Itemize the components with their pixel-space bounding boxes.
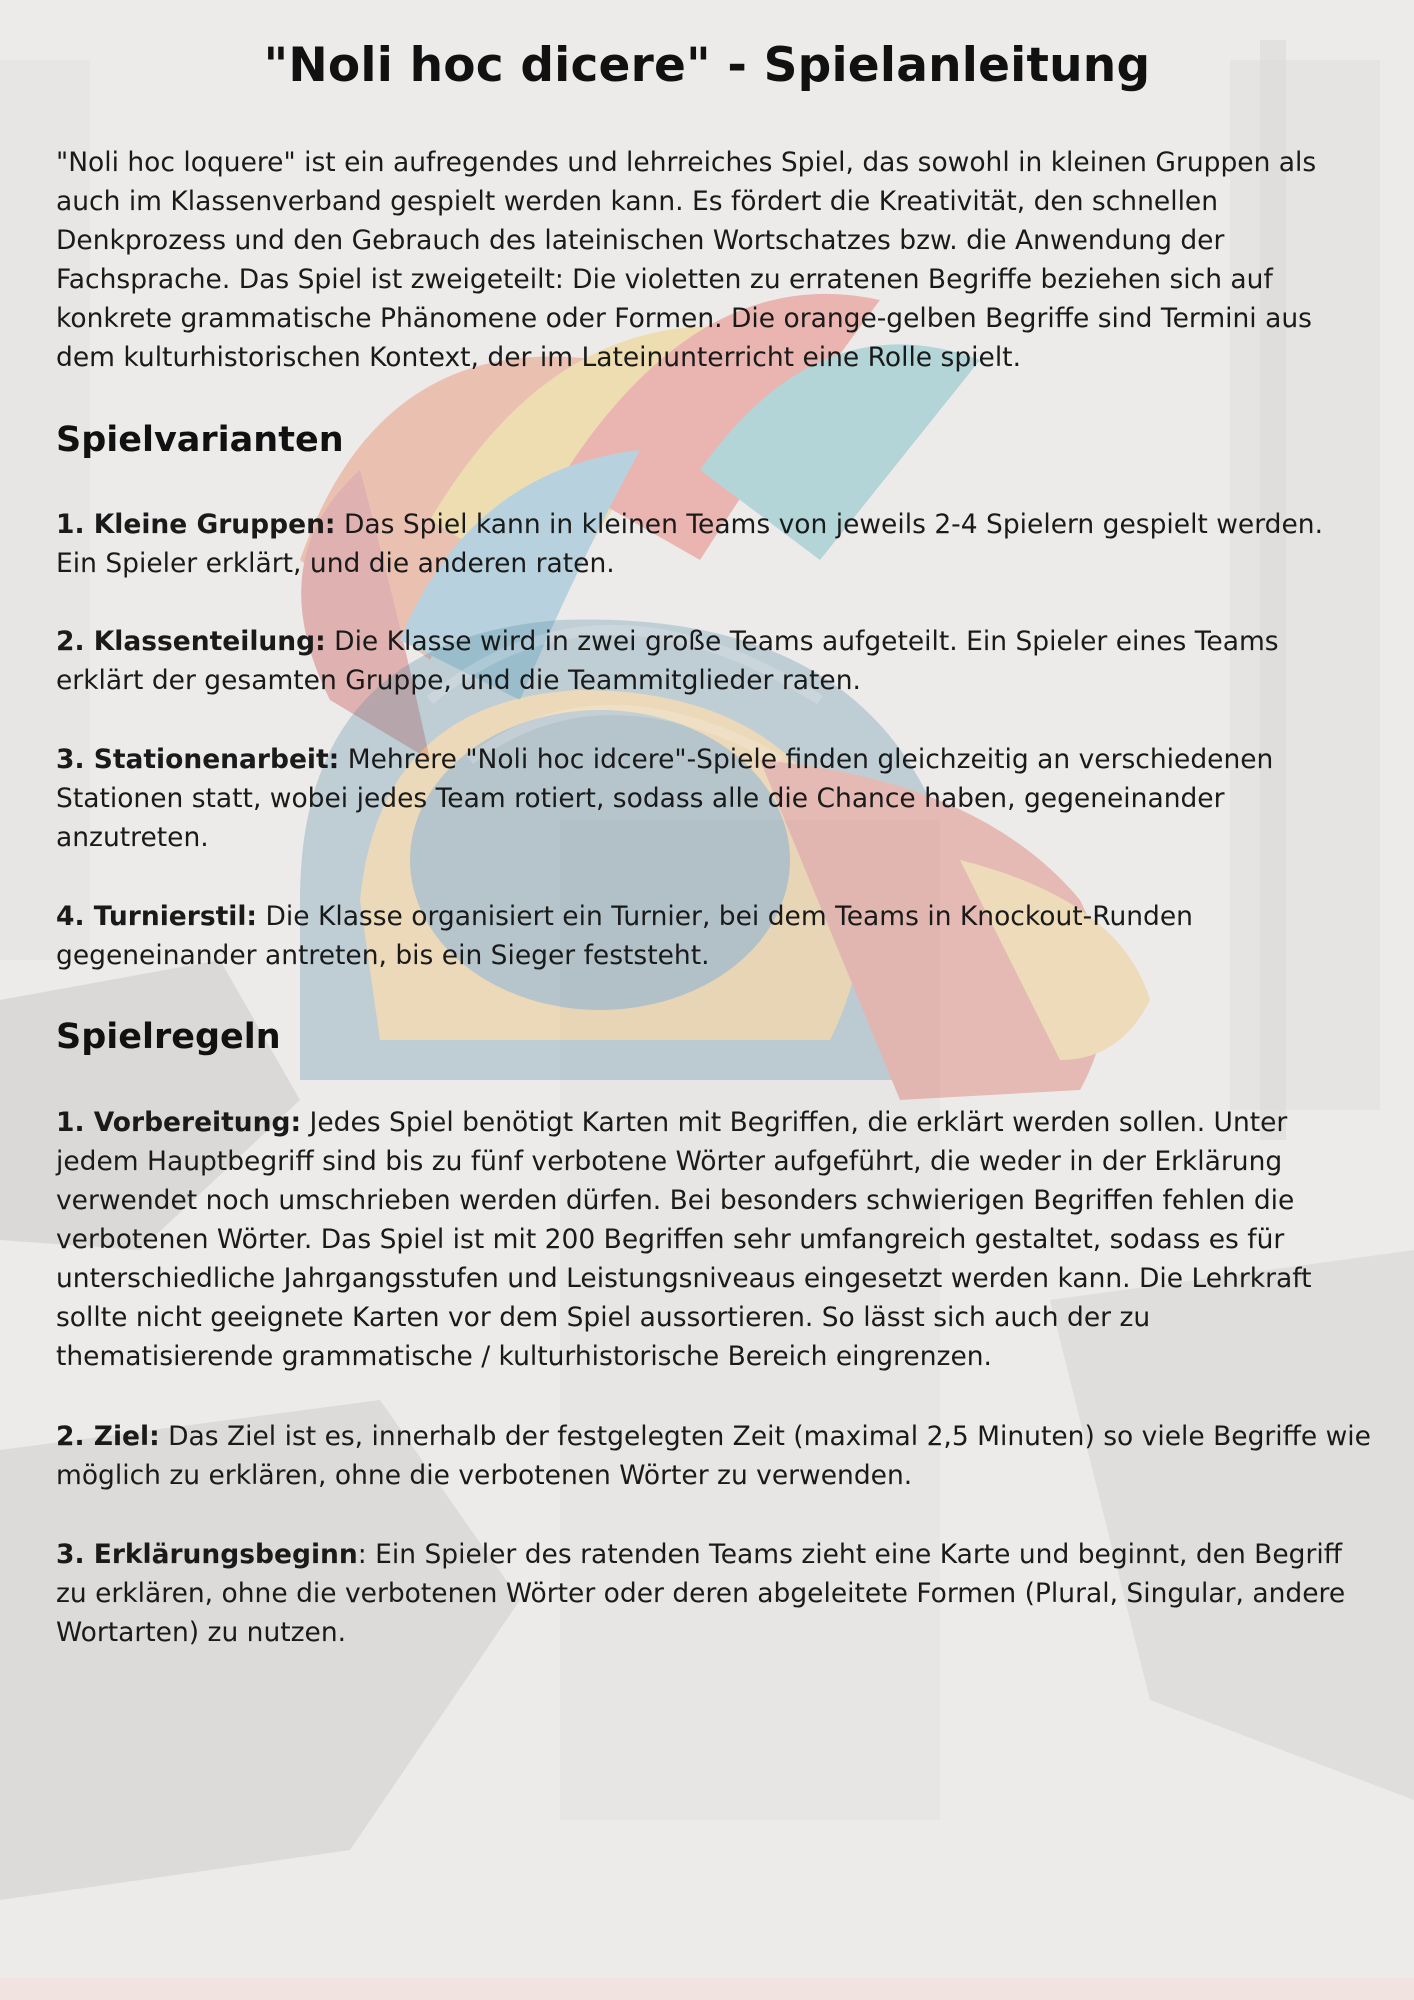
- rule-label: 3. Erklärungsbeginn: [56, 1539, 358, 1570]
- variant-item: [56, 505, 1372, 583]
- rule-item: [56, 1535, 1372, 1652]
- rule-text: Jedes Spiel benötigt Karten mit Begriffen, die erklärt werden sollen. Unter jedem Hauptbegriff sind bis zu fünf verbotene Wörter aufgeführt, die weder in der Erklärung verwendet noch umschrieben werden dürfen. Bei besonders schwierigen Begriffen fehlen die verbotenen Wörter. Das Spiel ist mit 200 Begriffen sehr umfangreich gestaltet, sodass es für unterschiedliche Jahrgangsstufen und Leistungsniveaus eingesetzt werden kann. Die Lehrkraft sollte nicht geeignete Karten vor dem Spiel aussortieren. So lässt sich auch der zu thematisierende grammatische / kulturhistorische Bereich eingrenzen.: [56, 1107, 1312, 1372]
- variant-label: 1. Kleine Gruppen:: [56, 509, 336, 540]
- variant-label: 2. Klassenteilung:: [56, 626, 326, 657]
- variant-label: 4. Turnierstil:: [56, 901, 258, 932]
- variant-item: [56, 622, 1372, 700]
- variant-item: [56, 897, 1372, 975]
- variant-text: Mehrere "Noli hoc idcere"-Spiele finden gleichzeitig an verschiedenen Stationen statt, wobei jedes Team rotiert, sodass alle die Chance haben, gegeneinander anzutreten.: [56, 744, 1274, 853]
- page-title: "Noli hoc dicere" - Spielanleitung: [263, 38, 1151, 93]
- rule-text: Das Ziel ist es, innerhalb der festgelegten Zeit (maximal 2,5 Minuten) so viele Begriffe wie möglich zu erklären, ohne die verbotenen Wörter zu verwenden.: [56, 1421, 1371, 1491]
- rule-label: 1. Vorbereitung:: [56, 1107, 302, 1138]
- intro-paragraph: "Noli hoc loquere" ist ein aufregendes und lehrreiches Spiel, das sowohl in kleinen Gruppen als auch im Klassenverband gespielt werden kann. Es fördert die Kreativität, den schnellen Denkprozess und den Gebrauch des lateinischen Wortschatzes bzw. die Anwendung der Fachsprache. Das Spiel ist zweigeteilt: Die violetten zu erratenen Begriffe beziehen sich auf konkrete grammatische Phänomene oder Formen. Die orange-gelben Begriffe sind Termini aus dem kulturhistorischen Kontext, der im Lateinunterricht eine Rolle spielt.: [56, 147, 1317, 373]
- footer-strip: [0, 1978, 1414, 2000]
- variant-item: [56, 740, 1372, 857]
- rule-text: : Ein Spieler des ratenden Teams zieht eine Karte und beginnt, den Begriff zu erklären, ohne die verbotenen Wörter oder deren abgeleitete Formen (Plural, Singular, andere Wortarten) zu nutzen.: [56, 1539, 1346, 1648]
- section-heading-rules: Spielregeln: [56, 1017, 281, 1057]
- variant-text: Die Klasse organisiert ein Turnier, bei dem Teams in Knockout-Runden gegeneinander antreten, bis ein Sieger feststeht.: [56, 901, 1193, 971]
- rule-label: 2. Ziel:: [56, 1421, 160, 1452]
- variant-text: Die Klasse wird in zwei große Teams aufgeteilt. Ein Spieler eines Teams erklärt der gesamten Gruppe, und die Teammitglieder raten.: [56, 626, 1279, 696]
- variant-text: Das Spiel kann in kleinen Teams von jeweils 2-4 Spielern gespielt werden. Ein Spieler erklärt, und die anderen raten.: [56, 509, 1323, 579]
- rule-item: [56, 1417, 1372, 1495]
- rule-item: [56, 1103, 1372, 1376]
- section-heading-variants: Spielvarianten: [56, 420, 344, 460]
- variant-label: 3. Stationenarbeit:: [56, 744, 340, 775]
